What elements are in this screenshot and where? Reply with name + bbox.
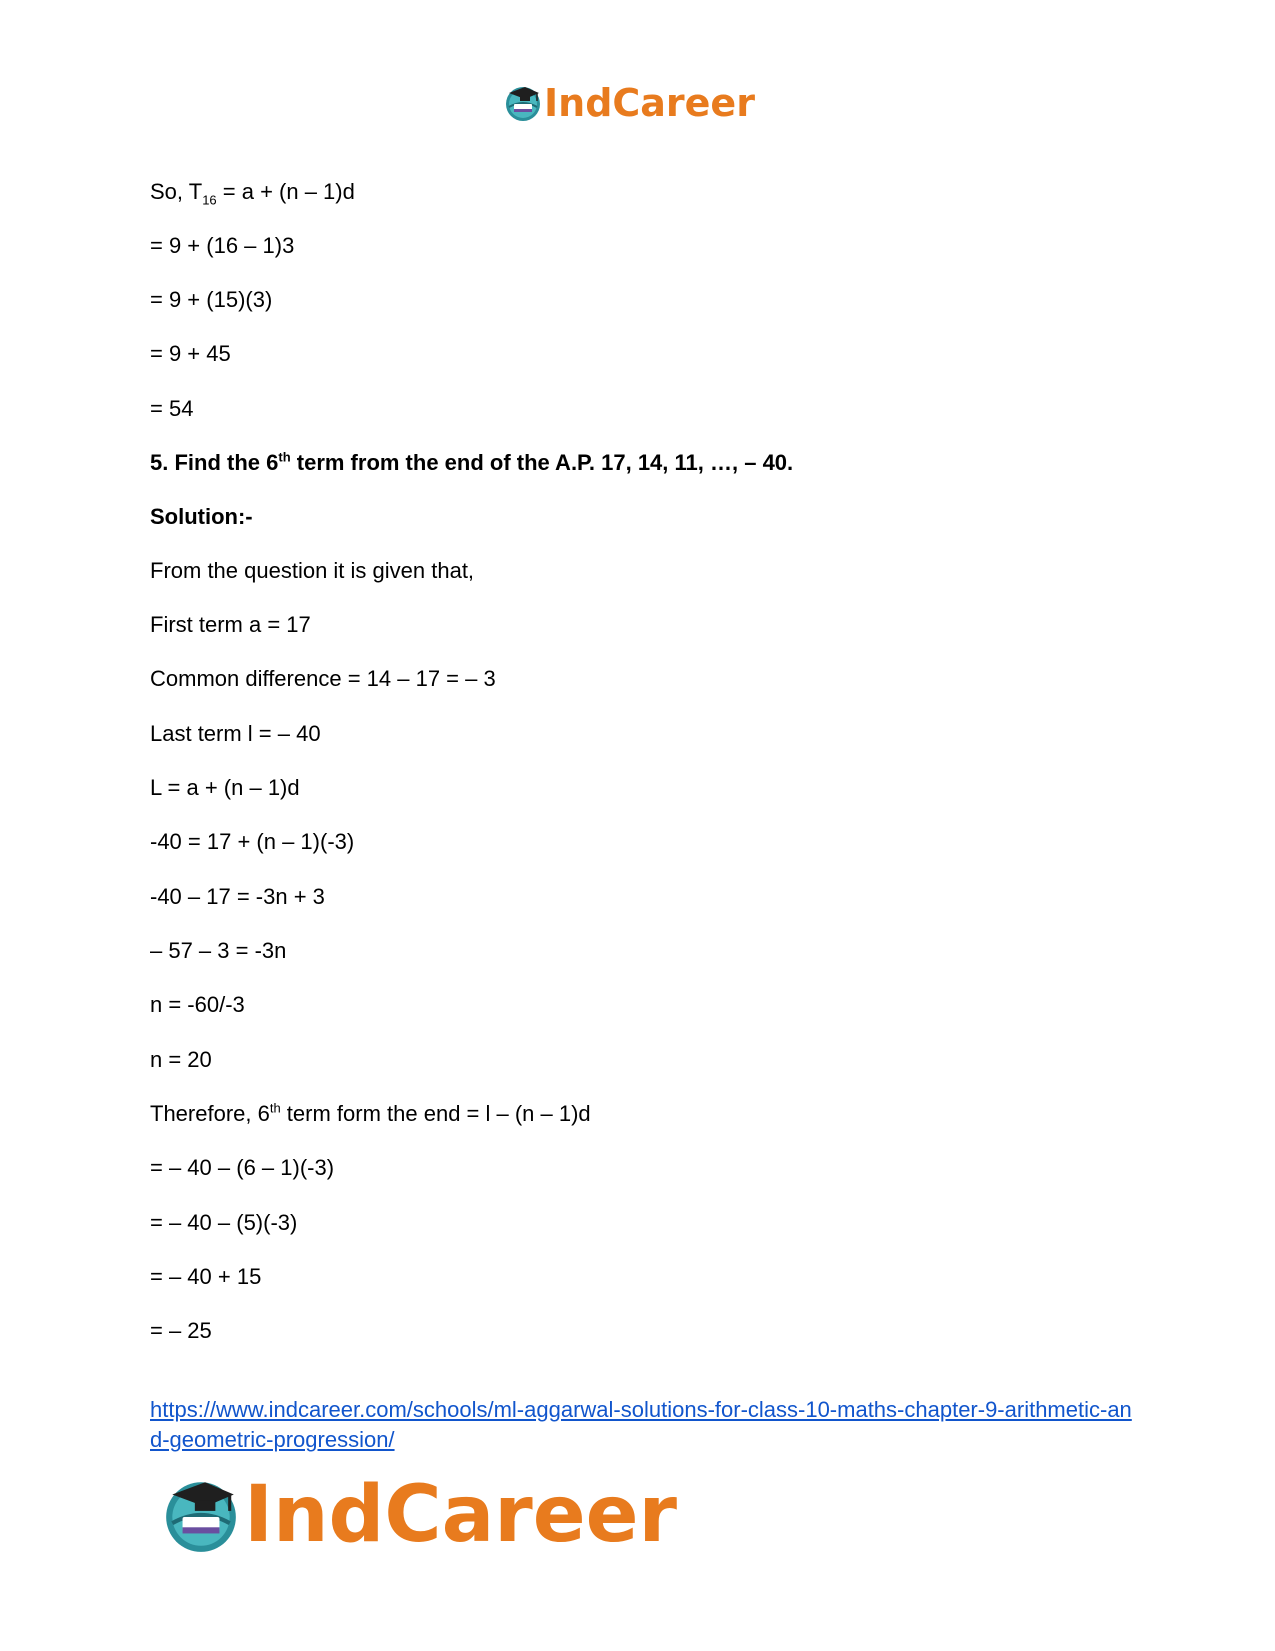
text-line: Last term l = – 40 [150, 721, 321, 746]
text-line: n = 20 [150, 1047, 212, 1072]
text-line: = 54 [150, 396, 194, 421]
text-line: – 57 – 3 = -3n [150, 938, 287, 963]
line-text: term from the end of the A.P. 17, 14, 11, …, – 40. [290, 450, 794, 475]
text-line: L = a + (n – 1)d [150, 775, 300, 800]
text-line: From the question it is given that, [150, 558, 475, 583]
text-line: -40 = 17 + (n – 1)(-3) [150, 829, 355, 854]
line-text: So, T [150, 179, 203, 204]
text-line: = 9 + (15)(3) [150, 287, 273, 312]
text-line [150, 1101, 591, 1127]
subscript: 16 [202, 192, 217, 208]
text-line: n = -60/-3 [150, 992, 245, 1017]
text-line: = 9 + 45 [150, 341, 231, 366]
line-text: 5. Find the 6 [150, 450, 279, 475]
text-line: First term a = 17 [150, 612, 311, 637]
line-text: term form the end = l – (n – 1)d [280, 1101, 591, 1126]
text-line: -40 – 17 = -3n + 3 [150, 884, 325, 909]
globe-graduation-cap-icon [160, 1474, 242, 1556]
text-line [150, 179, 355, 208]
text-line: = – 40 – (6 – 1)(-3) [150, 1155, 335, 1180]
text-line: = – 25 [150, 1318, 212, 1343]
text-line: = – 40 – (5)(-3) [150, 1210, 298, 1235]
footer-logo [160, 1470, 677, 1560]
superscript: th [278, 449, 291, 465]
line-text: = a + (n – 1)d [216, 179, 355, 204]
text-line: = – 40 + 15 [150, 1264, 262, 1289]
line-text: Therefore, 6 [150, 1101, 270, 1126]
header-logo [503, 78, 755, 128]
solution-label: Solution:- [150, 504, 253, 529]
text-line: = 9 + (16 – 1)3 [150, 233, 295, 258]
superscript: th [269, 1100, 281, 1116]
source-link[interactable]: https://www.indcareer.com/schools/ml-aggarwal-solutions-for-class-10-maths-chapter-9-arithmetic-and-geometric-progression/ [150, 1397, 1132, 1452]
question-heading [150, 450, 793, 476]
text-line: Common difference = 14 – 17 = – 3 [150, 666, 496, 691]
brand-name: IndCareer [544, 81, 755, 125]
globe-graduation-cap-icon [503, 83, 543, 123]
brand-name: IndCareer [244, 1470, 677, 1560]
